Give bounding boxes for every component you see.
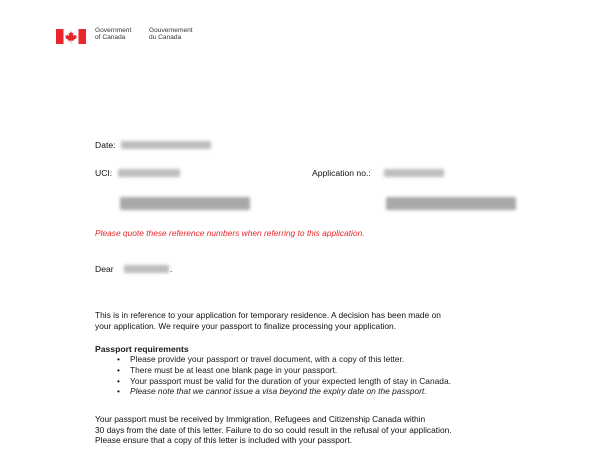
application-number-redacted [384, 169, 444, 177]
uci-redacted [118, 169, 180, 177]
salutation-period: . [170, 264, 173, 274]
gov-en-line2: of Canada [95, 34, 126, 42]
reference-notice: Please quote these reference numbers when referring to this application. [95, 228, 365, 238]
application-reference-redacted [386, 197, 516, 210]
bullet-icon: • [117, 354, 120, 364]
government-of-canada-wordmark [95, 27, 131, 42]
date-label: Date: [95, 140, 116, 150]
bullet-icon: • [117, 386, 120, 397]
requirement-text: There must be at least one blank page in your passport. [130, 364, 338, 375]
canada-flag-icon [56, 29, 86, 44]
requirements-list [117, 354, 451, 397]
intro-line-2: your application. We require your passport to finalize processing your application. [95, 320, 397, 331]
requirement-item [117, 354, 451, 365]
requirement-item [117, 386, 451, 397]
intro-paragraph [95, 310, 555, 331]
date-redacted [121, 141, 211, 149]
closing-line-1: Your passport must be received by Immigration, Refugees and Citizenship Canada within [95, 414, 426, 424]
requirement-text: Please note that we cannot issue a visa beyond the expiry date on the passport. [130, 386, 427, 397]
requirement-text: Your passport must be valid for the duration of your expected length of stay in Canada. [130, 375, 451, 386]
requirement-item [117, 365, 451, 376]
uci-label: UCI: [95, 168, 113, 178]
gov-fr-line1: Gouvernement [149, 27, 193, 34]
intro-line-1: This is in reference to your application for temporary residence. A decision has been made on [95, 310, 441, 320]
passport-requirements-heading: Passport requirements [95, 344, 189, 354]
gov-en-line1: Government [95, 27, 132, 34]
closing-line-2: 30 days from the date of this letter. Failure to do so could result in the refusal of your application. [95, 424, 452, 435]
closing-paragraph [95, 414, 555, 446]
requirement-item [117, 376, 451, 387]
bullet-icon: • [117, 375, 120, 386]
gouvernement-du-canada-wordmark [149, 27, 193, 42]
salutation-label: Dear [95, 264, 114, 274]
closing-line-3: Please ensure that a copy of this letter is included with your passport. [95, 435, 352, 446]
gov-fr-line2: du Canada [149, 34, 182, 42]
bullet-icon: • [117, 364, 120, 375]
recipient-name-redacted [124, 265, 169, 273]
uci-number-redacted [120, 197, 250, 210]
requirement-text: Please provide your passport or travel document, with a copy of this letter. [130, 354, 405, 364]
application-number-label: Application no.: [312, 168, 371, 178]
